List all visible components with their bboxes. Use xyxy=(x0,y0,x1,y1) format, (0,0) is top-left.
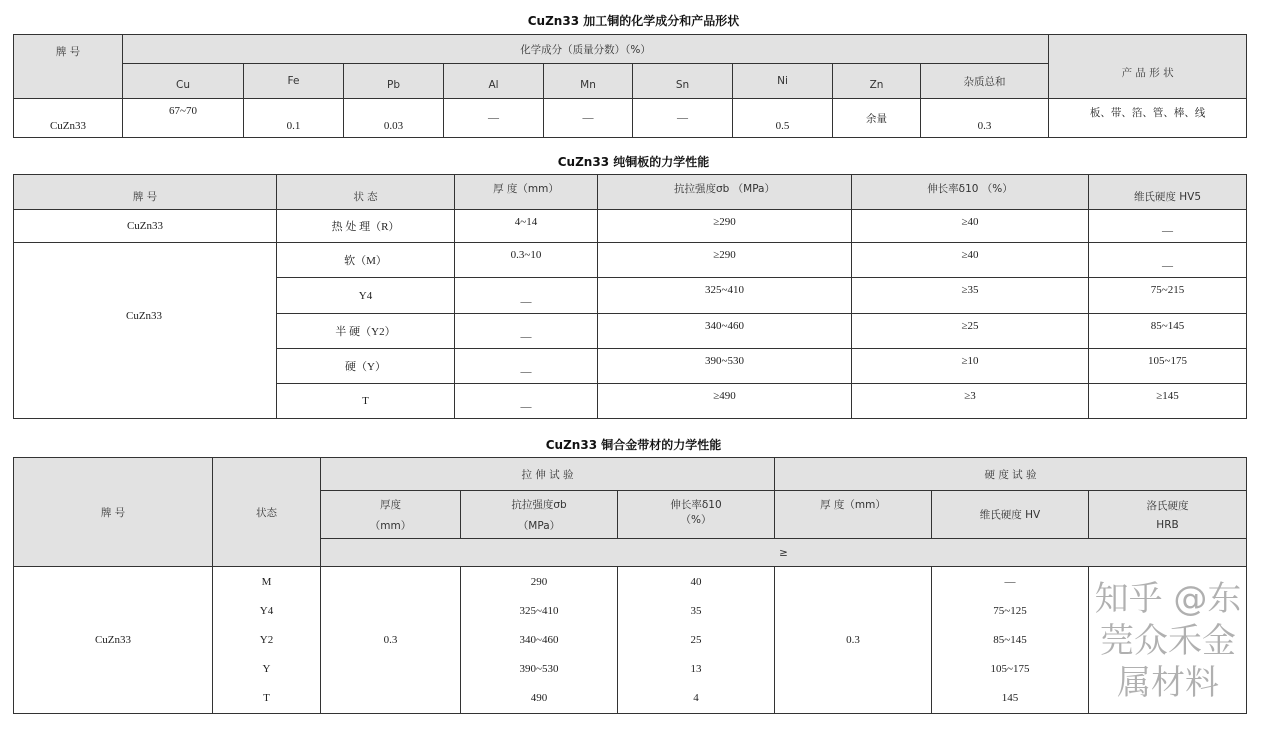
hardness-cell: 75~215 xyxy=(1089,278,1247,314)
state-cell: T xyxy=(277,384,455,419)
value-cell: 67~70 xyxy=(123,99,244,138)
shape-cell: 板、带、箔、管、棒、线 xyxy=(1049,99,1247,138)
elongation-cell: ≥40 xyxy=(852,243,1089,278)
chemical-composition-table xyxy=(13,34,1247,138)
elongation-cell: ≥10 xyxy=(852,349,1089,384)
tensile-test-header: 拉 伸 试 验 xyxy=(321,458,775,491)
state-cell: T xyxy=(263,691,270,704)
thickness-cell: — xyxy=(455,278,598,314)
state-cell: 硬（Y） xyxy=(277,349,455,384)
elongation-header-unit: （%） xyxy=(680,514,712,526)
tensile-header-line: 抗拉强度σb xyxy=(511,498,567,511)
vickers-header: 维氏硬度 HV xyxy=(932,491,1089,539)
strip-mechanical-table xyxy=(13,457,1247,714)
vickers-cell: 105~175 xyxy=(990,662,1030,675)
value-cell: 0.3 xyxy=(921,99,1049,138)
min-value-note: ≥ xyxy=(321,539,1247,567)
value-cell: 0.03 xyxy=(344,99,444,138)
tensile-header: 抗拉强度σb （MPa） xyxy=(598,175,852,210)
elongation-cell: 13 xyxy=(690,662,702,675)
rockwell-header-line: 洛氏硬度 xyxy=(1146,500,1189,512)
elongation-cell: 4 xyxy=(693,691,699,704)
state-cell: Y4 xyxy=(259,604,274,617)
element-header: 杂质总和 xyxy=(921,64,1049,99)
hardness-cell: 85~145 xyxy=(1089,314,1247,349)
brand-cell: CuZn33 xyxy=(14,210,277,243)
elongation-cell: 25 xyxy=(690,633,702,646)
element-header: Pb xyxy=(344,64,444,99)
vickers-cell: 85~145 xyxy=(993,633,1027,646)
tensile-list xyxy=(461,567,618,714)
state-cell: 半 硬（Y2） xyxy=(277,314,455,349)
tensile-header-unit: （MPa） xyxy=(517,519,561,532)
state-header: 状态 xyxy=(213,458,321,567)
thickness-header xyxy=(321,491,461,539)
state-list xyxy=(213,567,321,714)
tensile-cell: 390~530 xyxy=(598,349,852,384)
tensile-cell: ≥290 xyxy=(598,210,852,243)
element-header: Fe xyxy=(244,64,344,99)
vickers-cell: 75~125 xyxy=(993,604,1027,617)
tensile-cell: ≥290 xyxy=(598,243,852,278)
shape-header: 产 品 形 状 xyxy=(1049,35,1247,99)
hardness-thickness-header: 厚 度（mm） xyxy=(775,491,932,539)
elongation-cell: 35 xyxy=(690,604,702,617)
brand-cell: CuZn33 xyxy=(14,243,277,419)
brand-cell: CuZn33 xyxy=(14,99,123,138)
elongation-cell: ≥40 xyxy=(852,210,1089,243)
plate-mechanical-table xyxy=(13,174,1247,419)
brand-cell: CuZn33 xyxy=(14,567,213,714)
state-cell: 热 处 理（R） xyxy=(277,210,455,243)
hardness-thickness-cell: 0.3 xyxy=(775,567,932,714)
tensile-cell: 340~460 xyxy=(519,633,559,646)
table-row xyxy=(14,99,1247,138)
hardness-cell: 105~175 xyxy=(1089,349,1247,384)
value-cell: 0.1 xyxy=(244,99,344,138)
element-header: Ni xyxy=(733,64,833,99)
element-header: Zn xyxy=(833,64,921,99)
tensile-cell: 390~530 xyxy=(519,662,559,675)
table-row xyxy=(14,210,1247,243)
vickers-cell: 145 xyxy=(1001,691,1019,704)
value-cell: 0.5 xyxy=(733,99,833,138)
rockwell-header-unit: HRB xyxy=(1156,519,1179,531)
vickers-cell: — xyxy=(1004,575,1016,588)
hardness-cell: — xyxy=(1089,243,1247,278)
table3-title: CuZn33 铜合金带材的力学性能 xyxy=(545,438,722,452)
hardness-header: 维氏硬度 HV5 xyxy=(1089,175,1247,210)
state-cell: Y2 xyxy=(259,633,274,646)
table-row xyxy=(14,243,1247,278)
thickness-header-unit: （mm） xyxy=(369,519,412,532)
tensile-cell: 325~410 xyxy=(519,604,559,617)
tensile-cell: 325~410 xyxy=(598,278,852,314)
brand-header: 牌 号 xyxy=(14,35,123,99)
elongation-header-line: 伸长率δ10 xyxy=(670,499,722,511)
tensile-cell: 340~460 xyxy=(598,314,852,349)
element-header: Sn xyxy=(633,64,733,99)
elongation-cell: ≥25 xyxy=(852,314,1089,349)
state-cell: M xyxy=(261,575,272,588)
tensile-cell: 290 xyxy=(530,575,548,588)
tensile-cell: ≥490 xyxy=(598,384,852,419)
rockwell-header xyxy=(1089,491,1247,539)
thickness-cell: — xyxy=(455,349,598,384)
hardness-test-header: 硬 度 试 验 xyxy=(775,458,1247,491)
thickness-header: 厚 度（mm） xyxy=(455,175,598,210)
thickness-cell: — xyxy=(455,384,598,419)
brand-header: 牌 号 xyxy=(14,458,213,567)
vickers-list xyxy=(932,567,1089,714)
value-cell: — xyxy=(633,99,733,138)
element-header: Al xyxy=(444,64,544,99)
elongation-header: 伸长率δ10 （%） xyxy=(852,175,1089,210)
elongation-list xyxy=(618,567,775,714)
thickness-cell: 4~14 xyxy=(455,210,598,243)
composition-header: 化学成分（质量分数）（%） xyxy=(123,35,1049,64)
state-cell: Y xyxy=(262,662,271,675)
state-header: 状 态 xyxy=(277,175,455,210)
thickness-header-line: 厚度 xyxy=(380,498,401,511)
table-row xyxy=(14,567,1247,714)
table1-title: CuZn33 加工铜的化学成分和产品形状 xyxy=(527,14,740,28)
state-cell: Y4 xyxy=(277,278,455,314)
thickness-cell: 0.3~10 xyxy=(455,243,598,278)
element-header: Mn xyxy=(544,64,633,99)
element-header: Cu xyxy=(123,64,244,99)
value-cell: — xyxy=(544,99,633,138)
state-cell: 软（M） xyxy=(277,243,455,278)
brand-header: 牌 号 xyxy=(14,175,277,210)
value-cell: — xyxy=(444,99,544,138)
thickness-cell: 0.3 xyxy=(321,567,461,714)
elongation-cell: ≥35 xyxy=(852,278,1089,314)
table2-title: CuZn33 纯铜板的力学性能 xyxy=(557,155,710,169)
watermark: 知乎 @东莞众禾金属材料 xyxy=(1094,579,1242,703)
tensile-header xyxy=(461,491,618,539)
elongation-header xyxy=(618,491,775,539)
elongation-cell: 40 xyxy=(690,575,702,588)
hardness-cell: ≥145 xyxy=(1089,384,1247,419)
thickness-cell: — xyxy=(455,314,598,349)
elongation-cell: ≥3 xyxy=(852,384,1089,419)
value-cell: 余量 xyxy=(833,99,921,138)
tensile-cell: 490 xyxy=(530,691,548,704)
hardness-cell: — xyxy=(1089,210,1247,243)
